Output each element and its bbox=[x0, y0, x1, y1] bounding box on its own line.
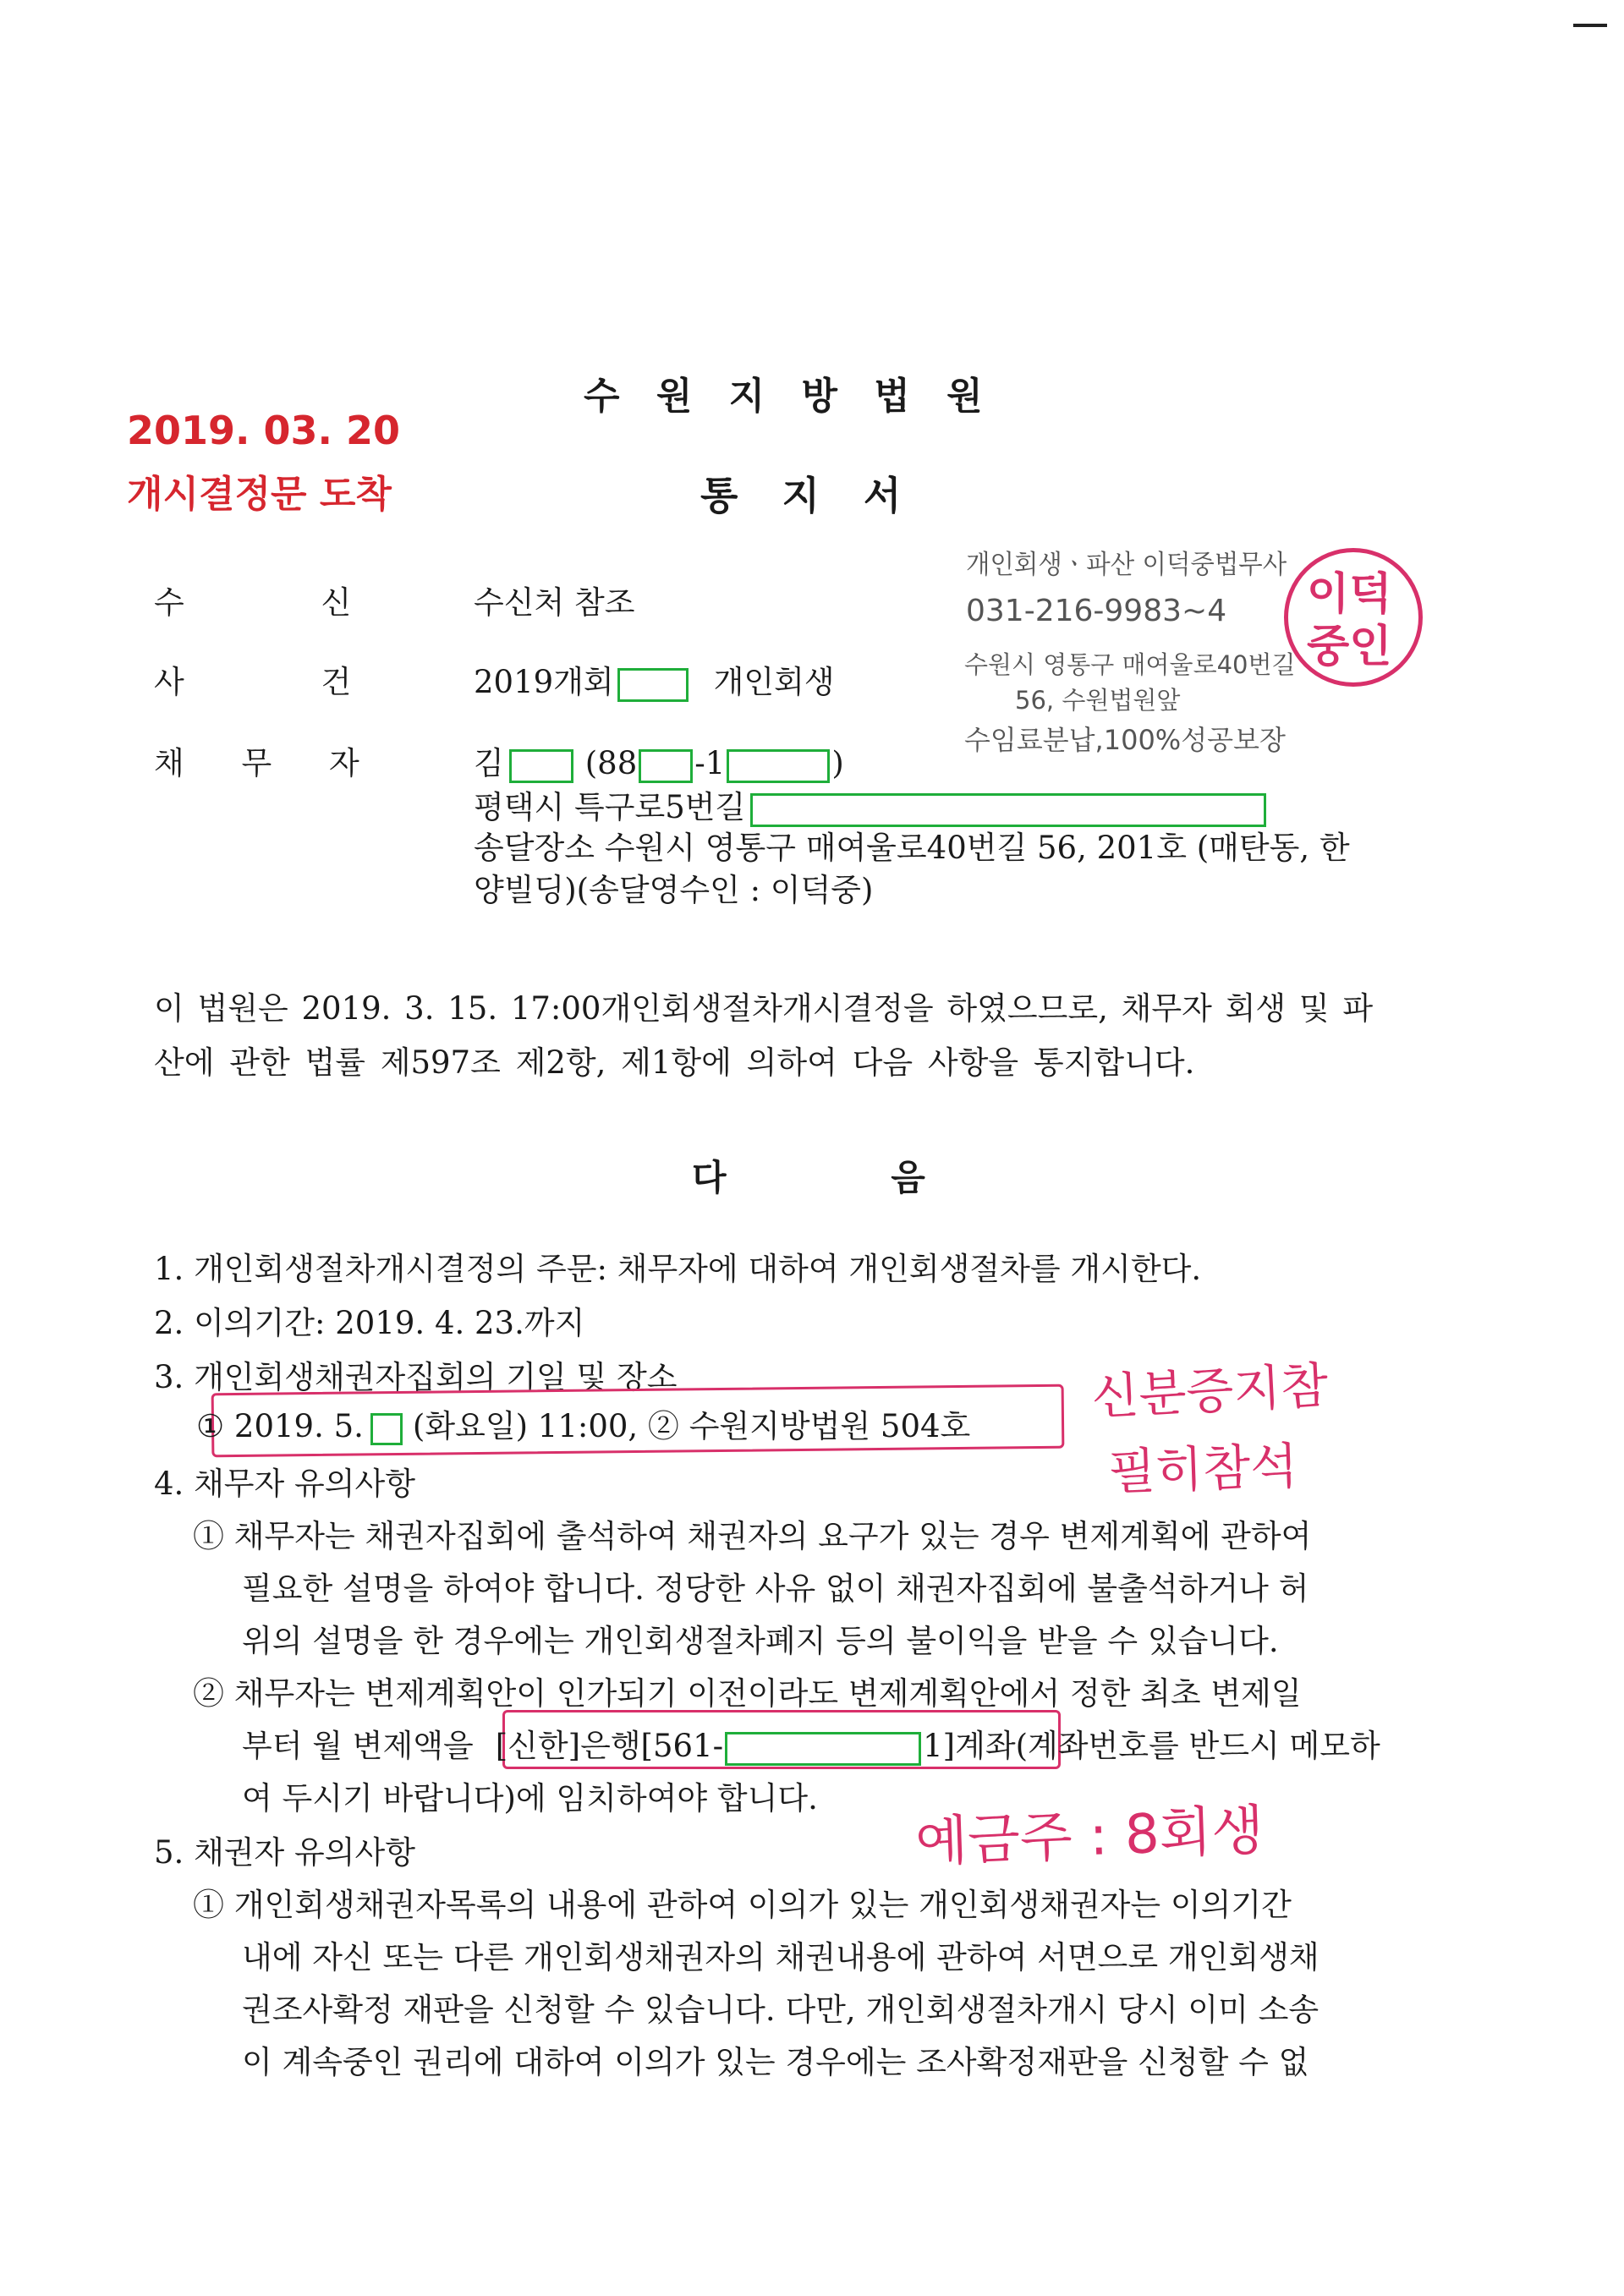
document-title: 통 지 서 bbox=[700, 473, 917, 518]
recipient-label: 수 신 bbox=[154, 584, 352, 621]
seal-text-bottom: 중인 bbox=[1307, 622, 1392, 672]
court-name: 수 원 지 방 법 원 bbox=[584, 375, 995, 418]
case-label: 사 건 bbox=[154, 664, 352, 700]
debtor-id-open: (88 bbox=[584, 745, 638, 781]
stamp-line-3: 수원시 영통구 매여울로40번길 bbox=[964, 650, 1296, 679]
item-4-1-line-3: 위의 설명을 한 경우에는 개인회생절차폐지 등의 불이익을 받을 수 있습니다. bbox=[242, 1623, 1279, 1659]
handwritten-depositor-note: 예금주 : 8회생 bbox=[914, 1799, 1265, 1875]
bank-account-prefix: [신한]은행[561- bbox=[495, 1728, 724, 1764]
item-5-1-line-2: 내에 자신 또는 다른 개인회생채권자의 채권내용에 관하여 서면으로 개인회생채 bbox=[242, 1939, 1320, 1975]
item-4-2-line-3: 여 두시기 바랍니다)에 임치하여야 합니다. bbox=[242, 1780, 818, 1817]
service-address-line-2: 양빌딩)(송달영수인 : 이덕중) bbox=[474, 872, 874, 908]
item-4-1-line-1: ① 채무자는 채권자집회에 출석하여 채권자의 요구가 있는 경우 변제계획에 관하여 bbox=[193, 1518, 1312, 1554]
item-5-1-line-1: ① 개인회생채권자목록의 내용에 관하여 이의가 있는 개인회생채권자는 이의기간 bbox=[193, 1887, 1292, 1923]
item-4-1-line-2: 필요한 설명을 하여야 합니다. 정당한 사유 없이 채권자집회에 불출석하거나 허 bbox=[242, 1570, 1309, 1607]
item-3-sub bbox=[196, 1400, 970, 1446]
item-4-2-line-1: ② 채무자는 변제계획안이 인가되기 이전이라도 변제계획안에서 정한 최초 변제일 bbox=[193, 1675, 1302, 1712]
deposit-suffix: 계좌번호를 반드시 메모하 bbox=[1028, 1728, 1380, 1764]
case-prefix: 2019개회 bbox=[474, 664, 614, 700]
handwritten-attend-note: 필히참석 bbox=[1107, 1437, 1299, 1501]
recipient-value: 수신처 참조 bbox=[474, 584, 635, 621]
stamp-line-4: 56, 수원법원앞 bbox=[1015, 686, 1181, 715]
debtor-id-close: ) bbox=[831, 745, 844, 781]
scan-mark bbox=[1573, 24, 1607, 27]
redacted-box bbox=[370, 1413, 403, 1445]
service-address-line-1: 송달장소 수원시 영통구 매여울로40번길 56, 201호 (매탄동, 한 bbox=[474, 830, 1350, 866]
meeting-date-suffix: (화요일) 11:00, ② 수원지방법원 504호 bbox=[412, 1408, 971, 1444]
item-5-1-line-3: 권조사확정 재판을 신청할 수 있습니다. 다만, 개인회생절차개시 당시 이미 소송 bbox=[242, 1992, 1320, 2028]
redacted-box bbox=[725, 1732, 921, 1766]
seal-text-top: 이덕 bbox=[1307, 569, 1392, 620]
debtor-name-id bbox=[474, 737, 844, 783]
deposit-prefix: 부터 월 변제액을 bbox=[242, 1728, 474, 1764]
item-1: 1. 개인회생절차개시결정의 주문: 채무자에 대하여 개인회생절차를 개시한다. bbox=[154, 1251, 1202, 1287]
bank-account-close: 1]계좌( bbox=[923, 1728, 1029, 1764]
section-heading: 다 음 bbox=[692, 1157, 925, 1198]
redacted-box bbox=[617, 668, 689, 702]
stamp-line-5: 수임료분납,100%성공보장 bbox=[964, 724, 1286, 756]
handwritten-arrival-note: 개시결정문 도착 bbox=[127, 473, 392, 516]
address-prefix: 평택시 특구로5번길 bbox=[474, 789, 746, 825]
item-4-2-line-2 bbox=[242, 1720, 1380, 1766]
stamp-line-2: 031-216-9983~4 bbox=[966, 594, 1227, 628]
case-number bbox=[474, 656, 835, 702]
debtor-name-prefix: 김 bbox=[474, 745, 504, 781]
handwritten-id-note: 신분증지참 bbox=[1089, 1356, 1330, 1427]
debtor-label: 채 무 자 bbox=[154, 745, 359, 781]
stamp-line-1: 개인회생ㆍ파산 이덕중법무사 bbox=[966, 550, 1287, 580]
redacted-box bbox=[727, 749, 830, 783]
handwritten-date: 2019. 03. 20 bbox=[127, 408, 401, 453]
case-type: 개인회생 bbox=[713, 664, 835, 700]
item-2: 2. 이의기간: 2019. 4. 23.까지 bbox=[154, 1305, 585, 1341]
redacted-box bbox=[509, 749, 573, 783]
intro-line-1: 이 법원은 2019. 3. 15. 17:00개인회생절차개시결정을 하였으므로, 채무자 회생 및 파 bbox=[154, 990, 1374, 1027]
redacted-box bbox=[639, 749, 693, 783]
intro-line-2: 산에 관한 법률 제597조 제2항, 제1항에 의하여 다음 사항을 통지합니다. bbox=[154, 1044, 1195, 1081]
item-4: 4. 채무자 유의사항 bbox=[154, 1466, 416, 1502]
item-3: 3. 개인회생채권자집회의 기일 및 장소 bbox=[154, 1359, 678, 1395]
debtor-address bbox=[474, 781, 1266, 827]
item-5: 5. 채권자 유의사항 bbox=[154, 1834, 416, 1871]
debtor-id-mid: -1 bbox=[694, 745, 726, 781]
meeting-date-prefix: ① 2019. 5. bbox=[196, 1408, 364, 1444]
item-5-1-line-4: 이 계속중인 권리에 대하여 이의가 있는 경우에는 조사확정재판을 신청할 수 없 bbox=[242, 2044, 1309, 2080]
